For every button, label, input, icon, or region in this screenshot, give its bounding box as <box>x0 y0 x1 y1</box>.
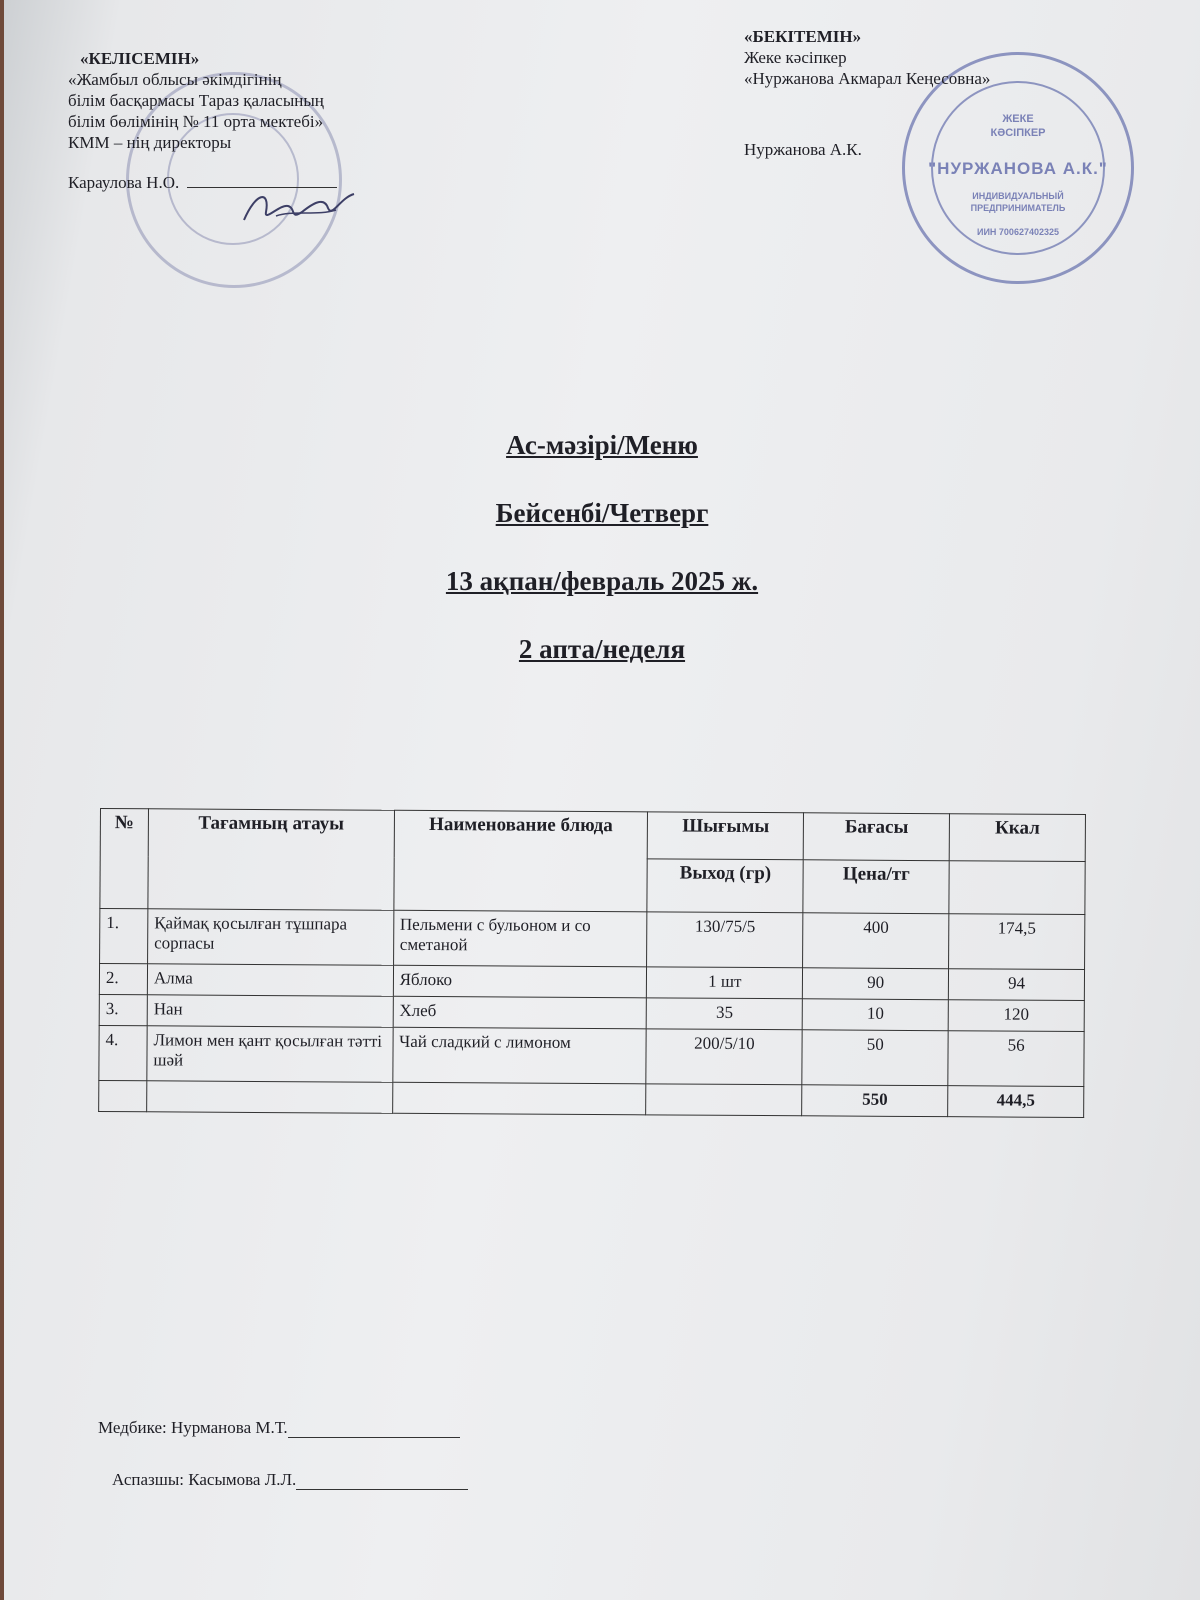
approval-line: «Жамбыл облысы әкімдігінің <box>68 70 282 89</box>
approval-line: КММ – нің директоры <box>68 133 232 152</box>
approval-line: білім басқармасы Тараз қаласының <box>68 91 324 110</box>
signature-line <box>296 1489 468 1490</box>
cell-num: 1. <box>100 909 148 964</box>
header-name-ru: Наименование блюда <box>394 810 648 912</box>
signature-icon <box>236 186 366 230</box>
cell-name-ru: Чай сладкий с лимоном <box>392 1027 646 1084</box>
cell-name-kz: Нан <box>147 995 393 1028</box>
document-title <box>4 428 1200 700</box>
total-kcal: 444,5 <box>948 1086 1084 1118</box>
cell-yield: 130/75/5 <box>647 912 803 968</box>
header-name-kz: Тағамның атауы <box>148 809 394 910</box>
cell-yield: 200/5/10 <box>646 1029 802 1085</box>
cell-empty <box>646 1084 802 1116</box>
title-day: Бейсенбі/Четверг <box>495 498 709 528</box>
stamp-text: ИИН 700627402325 <box>976 227 1059 237</box>
cell-price: 90 <box>803 968 949 1000</box>
title-menu: Ас-мәзірі/Меню <box>506 430 698 460</box>
signer-name: Нуржанова А.К. <box>744 140 862 159</box>
cell-num: 3. <box>99 994 147 1025</box>
cell-name-kz: Қаймақ қосылған тұшпара сорпасы <box>148 909 394 965</box>
approval-heading: «БЕКІТЕМІН» <box>744 27 862 46</box>
approval-block-left <box>68 48 337 193</box>
cell-yield: 35 <box>647 998 803 1030</box>
approval-line: «Нуржанова Акмарал Кеңесовна» <box>744 69 991 88</box>
menu-table <box>98 808 1086 1118</box>
signer-name: Караулова Н.О. <box>68 173 180 192</box>
header-empty <box>949 861 1085 915</box>
cell-yield: 1 шт <box>647 967 803 999</box>
cell-price: 50 <box>802 1030 948 1086</box>
cook-signature <box>112 1470 468 1490</box>
stamp-text: ЖЕКЕ <box>1002 113 1034 125</box>
cell-empty <box>392 1082 646 1115</box>
header-price-ru: Цена/тг <box>803 860 949 914</box>
cell-num: 2. <box>99 964 147 995</box>
header-price-kz: Бағасы <box>803 813 949 861</box>
cell-price: 10 <box>802 999 948 1031</box>
approval-block-right <box>744 26 990 160</box>
header-kcal: Ккал <box>949 814 1085 862</box>
stamp-text: "НУРЖАНОВА А.К." <box>928 159 1108 178</box>
stamp-text: ИНДИВИДУАЛЬНЫЙ <box>972 191 1064 201</box>
table-row <box>99 1025 1084 1086</box>
cell-kcal: 174,5 <box>949 914 1085 970</box>
cell-empty <box>147 1081 393 1114</box>
cell-name-ru: Яблоко <box>393 965 647 998</box>
cell-kcal: 56 <box>948 1031 1084 1087</box>
cell-num: 4. <box>99 1025 147 1080</box>
title-date: 13 ақпан/февраль 2025 ж. <box>445 566 759 596</box>
header-yield-ru: Выход (гр) <box>647 859 803 913</box>
cook-name: Аспазшы: Касымова Л.Л. <box>112 1470 297 1489</box>
header-yield-kz: Шығымы <box>648 812 804 860</box>
cell-kcal: 94 <box>948 969 1084 1001</box>
table-row <box>100 909 1085 970</box>
cell-name-ru: Пельмени с бульоном и со сметаной <box>393 910 647 967</box>
cell-price: 400 <box>803 913 949 969</box>
total-price: 550 <box>802 1085 948 1117</box>
stamp-text: ПРЕДПРИНИМАТЕЛЬ <box>970 203 1066 213</box>
signature-line <box>288 1437 460 1438</box>
stamp-text: КӘСІПКЕР <box>990 127 1046 139</box>
cell-empty <box>99 1080 147 1111</box>
approval-line: Жеке кәсіпкер <box>744 48 847 67</box>
nurse-name: Медбике: Нурманова М.Т. <box>98 1418 288 1437</box>
approval-heading: «КЕЛІСЕМІН» <box>80 49 200 68</box>
cell-name-ru: Хлеб <box>393 996 647 1029</box>
table-total-row <box>99 1080 1084 1117</box>
header-num: № <box>100 809 149 909</box>
nurse-signature <box>98 1418 460 1438</box>
cell-kcal: 120 <box>948 1000 1084 1032</box>
menu-document <box>4 0 1200 1600</box>
title-week: 2 апта/неделя <box>518 634 686 664</box>
approval-line: білім бөлімінің № 11 орта мектебі» <box>68 112 324 131</box>
cell-name-kz: Алма <box>147 964 393 997</box>
cell-name-kz: Лимон мен қант қосылған тәтті шәй <box>147 1026 393 1082</box>
